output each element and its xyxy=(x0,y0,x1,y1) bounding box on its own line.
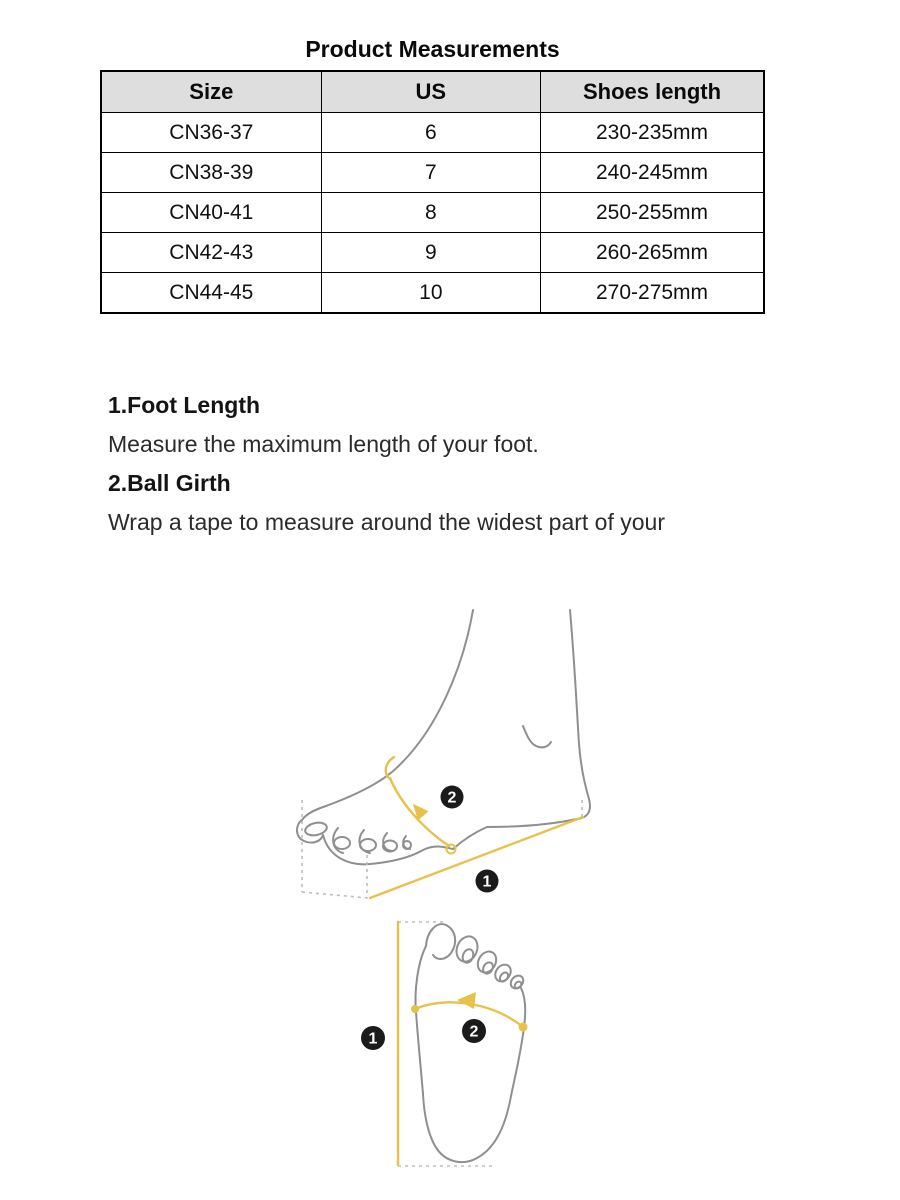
table-row xyxy=(101,233,764,273)
foot-length-marker-badge xyxy=(361,1026,385,1050)
us-cell: 8 xyxy=(321,193,540,233)
ankle-mark xyxy=(523,726,551,747)
page-title: Product Measurements xyxy=(305,36,560,62)
ball-girth-marker-badge xyxy=(462,1019,486,1043)
footprint-outline xyxy=(415,924,525,1162)
leg-back-heel-sole-line xyxy=(453,610,590,849)
table-row xyxy=(101,193,764,233)
us-cell: 7 xyxy=(321,153,540,193)
us-cell: 9 xyxy=(321,233,540,273)
badge-number: 1 xyxy=(368,1030,378,1048)
size-cell: CN44-45 xyxy=(101,273,321,314)
ball-girth-text: Wrap a tape to measure around the widest part of your xyxy=(108,509,665,535)
dashed-guide xyxy=(302,892,368,898)
girth-line-end-dot xyxy=(519,1023,528,1032)
toe-loop-inner xyxy=(498,971,510,983)
column-header-shoes-length: Shoes length xyxy=(541,71,764,113)
size-cell: CN40-41 xyxy=(101,193,321,233)
ball-girth-heading: 2.Ball Girth xyxy=(108,470,231,496)
table-row xyxy=(101,273,764,314)
length-cell: 250-255mm xyxy=(541,193,764,233)
ball-girth-marker-badge xyxy=(441,786,464,809)
badge-number: 2 xyxy=(469,1023,479,1041)
us-cell: 10 xyxy=(321,273,540,314)
length-cell: 260-265mm xyxy=(541,233,764,273)
girth-arrowhead xyxy=(457,992,476,1009)
us-cell: 6 xyxy=(321,113,540,153)
toenail xyxy=(360,839,376,851)
foot-top-view-diagram xyxy=(330,900,610,1200)
ball-girth-hook xyxy=(386,757,394,779)
table-header-row xyxy=(101,71,764,113)
column-header-us: US xyxy=(321,71,540,113)
foot-length-marker-badge xyxy=(476,870,499,893)
foot-length-text: Measure the maximum length of your foot. xyxy=(108,431,539,457)
table-row xyxy=(101,153,764,193)
size-cell: CN42-43 xyxy=(101,233,321,273)
girth-line-end-dot xyxy=(411,1005,419,1013)
foot-length-heading: 1.Foot Length xyxy=(108,392,261,418)
foot-side-view-diagram xyxy=(280,600,640,920)
length-cell: 230-235mm xyxy=(541,113,764,153)
toenail xyxy=(334,837,350,849)
size-chart-table xyxy=(100,70,765,314)
length-cell: 270-275mm xyxy=(541,273,764,314)
table-row xyxy=(101,113,764,153)
size-cell: CN38-39 xyxy=(101,153,321,193)
column-header-size: Size xyxy=(101,71,321,113)
toenail xyxy=(304,821,328,837)
right-edge-heel xyxy=(416,988,525,1162)
foot-side-outline xyxy=(297,610,590,864)
badge-number: 1 xyxy=(482,873,492,891)
size-cell: CN36-37 xyxy=(101,113,321,153)
length-cell: 240-245mm xyxy=(541,153,764,193)
badge-number: 2 xyxy=(447,789,457,807)
left-edge-big-toe xyxy=(415,924,455,1012)
